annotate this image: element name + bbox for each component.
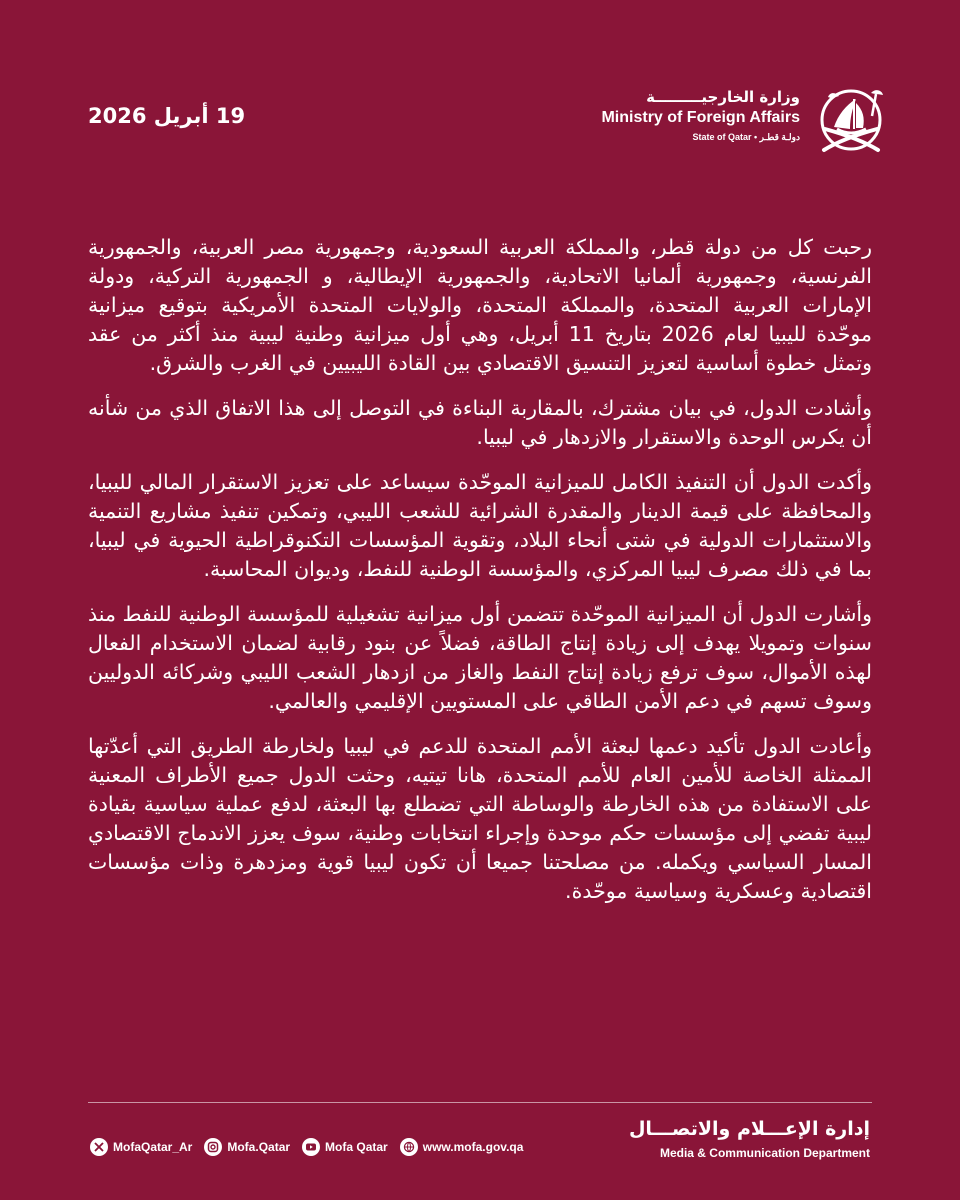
social-instagram[interactable] bbox=[204, 1138, 290, 1156]
qatar-emblem-icon bbox=[812, 82, 890, 162]
department-name-en: Media & Communication Department bbox=[659, 1145, 870, 1160]
department-name-ar: إدارة الإعـــلام والاتصـــال bbox=[628, 1118, 870, 1140]
ministry-name-en: Ministry of Foreign Affairs bbox=[601, 109, 800, 126]
website-link[interactable] bbox=[400, 1138, 524, 1156]
ministry-name-ar: وزارة الخارجيـــــــــة bbox=[646, 88, 800, 106]
press-release-body bbox=[88, 233, 872, 922]
social-x-label: MofaQatar_Ar bbox=[113, 1140, 193, 1154]
paragraph-4: وأشارت الدول أن الميزانية الموحّدة تتضمن أول ميزانية تشغيلية للمؤسسة الوطنية للنفط منذ سنوات وتمويلا يهدف إلى زيادة إنتاج الطاقة، فضلاً عن بنود رقابية لضمان الاستخدام الفعال لهذه الأموال، سوف ترفع زيادة إنتاج النفط والغاز من ازدهار الشعب الليبي وشركائه الدوليين وسوف تسهم في دعم الأمن الطاقي على المستويين الإقليمي والعالمي. bbox=[88, 602, 872, 713]
department-block bbox=[629, 1118, 870, 1160]
social-youtube-label: Mofa Qatar bbox=[325, 1140, 388, 1154]
ministry-logo bbox=[601, 82, 890, 162]
release-date: 19 أبريل 2026 bbox=[88, 104, 246, 128]
x-icon bbox=[90, 1138, 108, 1156]
state-of-qatar-label: State of Qatar • دولـة قطـر bbox=[692, 131, 800, 142]
social-links bbox=[90, 1138, 523, 1156]
social-instagram-label: Mofa.Qatar bbox=[227, 1140, 291, 1154]
website-link-label: www.mofa.gov.qa bbox=[422, 1140, 524, 1154]
instagram-icon bbox=[204, 1138, 222, 1156]
paragraph-3: وأكدت الدول أن التنفيذ الكامل للميزانية الموحّدة سيساعد على تعزيز الاستقرار المالي لليبيا، والمحافظة على قيمة الدينار والمقدرة الشرائية للشعب الليبي، وتمكين تنفيذ مشاريع التنمية والاستثمارات الدولية في شتى أنحاء البلاد، وتقوية المؤسسات التكنوقراطية الحيوية في ليبيا، بما في ذلك مصرف ليبيا المركزي، والمؤسسة الوطنية للنفط، وديوان المحاسبة. bbox=[88, 470, 872, 581]
paragraph-5: وأعادت الدول تأكيد دعمها لبعثة الأمم المتحدة للدعم في ليبيا ولخارطة الطريق التي أعدّتها الممثلة الخاصة للأمين العام للأمم المتحدة، هانا تيتيه، وحثت الدول جميع الأطراف المعنية على الاستفادة من هذه الخارطة والوساطة التي تضطلع بها البعثة، لدفع عملية سياسية بقيادة ليبية تفضي إلى مؤسسات حكم موحدة وإجراء انتخابات وطنية، سوف يعزز الاندماج الاقتصادي المسار السياسي ويكمله. من مصلحتنا جميعا أن تكون ليبيا قوية ومزدهرة وذات مؤسسات اقتصادية وعسكرية وسياسية موحّدة. bbox=[88, 734, 872, 903]
paragraph-2: وأشادت الدول، في بيان مشترك، بالمقاربة البناءة في التوصل إلى هذا الاتفاق الذي من شأنه أن يكرس الوحدة والاستقرار والازدهار في ليبيا. bbox=[88, 396, 872, 449]
ministry-name-block bbox=[601, 82, 800, 143]
social-x[interactable] bbox=[90, 1138, 192, 1156]
footer-divider bbox=[88, 1102, 872, 1103]
social-youtube[interactable] bbox=[302, 1138, 388, 1156]
youtube-icon bbox=[302, 1138, 320, 1156]
paragraph-1: رحبت كل من دولة قطر، والمملكة العربية السعودية، وجمهورية مصر العربية، والجمهورية الفرنسية، وجمهورية ألمانيا الاتحادية، والجمهورية الإيطالية، و الجمهورية التركية، ودولة الإمارات العربية المتحدة، والمملكة المتحدة، والولايات المتحدة الأمريكية بتوقيع ميزانية موحّدة لليبيا لعام 2026 بتاريخ 11 أبريل، وهي أول ميزانية وطنية ليبية منذ أكثر من عقد وتمثل خطوة أساسية لتعزيز التنسيق الاقتصادي بين القادة الليبيين في الغرب والشرق. bbox=[88, 235, 872, 375]
globe-icon bbox=[400, 1138, 418, 1156]
